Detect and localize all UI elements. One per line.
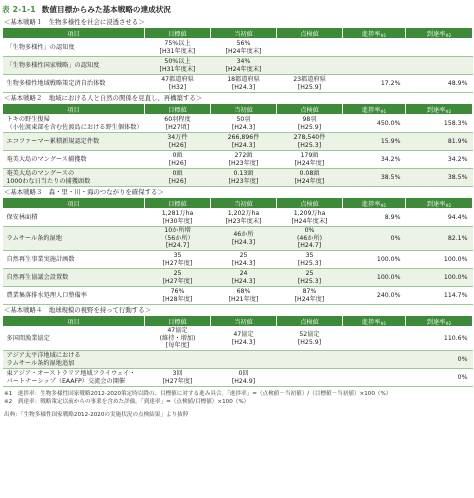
cell-check [277, 351, 343, 369]
strategy-section [2, 94, 472, 187]
cell-item: 農業集落排水処理人口整備率 [3, 287, 145, 305]
header-label: 到達率 [426, 30, 446, 38]
cell-progress: 100.0% [343, 269, 406, 287]
cell-item: 「生物多様性」の認知度 [3, 39, 145, 57]
cell-check: 87% [H24年度] [277, 287, 343, 305]
header-progress [343, 28, 406, 39]
table-label: 表 2-1-1 [2, 5, 36, 14]
cell-item: アジア太平洋地域における ラムサール条約湿地追加 [3, 351, 145, 369]
table-row [3, 57, 473, 75]
cell-achievement: 110.6% [406, 327, 473, 351]
cell-achievement: 0% [406, 351, 473, 369]
header-achievement [406, 198, 473, 209]
header-label: 項目 [67, 106, 80, 114]
cell-item: 保安林面積 [3, 209, 145, 227]
cell-progress: 240.0% [343, 287, 406, 305]
note-marker: ※2 [445, 202, 452, 208]
header-check [277, 104, 343, 115]
table-row [3, 169, 473, 187]
cell-target: 76% [H28年度] [145, 287, 211, 305]
cell-achievement: 48.9% [406, 75, 473, 93]
cell-initial: 1,202万ha [H23年度末] [211, 209, 277, 227]
header-check [277, 198, 343, 209]
cell-achievement: 82.1% [406, 227, 473, 251]
cell-check [277, 39, 343, 57]
table-row [3, 351, 473, 369]
header-label: 項目 [67, 318, 80, 326]
cell-item: 生物多様性地域戦略策定済自治体数 [3, 75, 145, 93]
cell-progress [343, 351, 406, 369]
cell-initial: 56% [H24年度末] [211, 39, 277, 57]
header-label: 進捗率 [361, 30, 381, 38]
cell-initial: 266,896件 [H24.3] [211, 133, 277, 151]
header-progress [343, 316, 406, 327]
table-row [3, 327, 473, 351]
table-row [3, 251, 473, 269]
table-row [3, 227, 473, 251]
cell-progress: 38.5% [343, 169, 406, 187]
cell-progress: 17.2% [343, 75, 406, 93]
header-label: 到達率 [426, 106, 446, 114]
header-initial [211, 104, 277, 115]
cell-target: 50%以上 [H31年度末] [145, 57, 211, 75]
cell-item: 奄美大島のマングース捕獲数 [3, 151, 145, 169]
header-check [277, 28, 343, 39]
strategy-table [2, 315, 473, 387]
table-row [3, 151, 473, 169]
header-label: 点検値 [300, 318, 319, 326]
note-1: ※1 進捗率：生物多様性国家戦略2012-2020策定時以降の、目標値に対する進み具合。「進捗率」=（点検値－当初値）/（目標値－当初値）×100（%） [4, 391, 392, 397]
cell-check [277, 369, 343, 387]
cell-target: 75%以上 [H31年度末] [145, 39, 211, 57]
cell-initial: 47協定 [H24.3] [211, 327, 277, 351]
cell-initial: 34% [H24年度末] [211, 57, 277, 75]
header-progress [343, 104, 406, 115]
strategy-section [2, 18, 472, 93]
cell-target: 35 [H27年度] [145, 251, 211, 269]
cell-check [277, 57, 343, 75]
table-row [3, 133, 473, 151]
header-label: 当初値 [234, 318, 253, 326]
strategy-table [2, 197, 473, 305]
cell-item: 自然再生協議会設置数 [3, 269, 145, 287]
header-label: 当初値 [234, 200, 253, 208]
cell-progress: 450.0% [343, 115, 406, 133]
cell-check: 25 [H25.3] [277, 269, 343, 287]
cell-achievement: 0% [406, 369, 473, 387]
cell-initial: 46か所 [H24.3] [211, 227, 277, 251]
cell-initial: 24 [H24.3] [211, 269, 277, 287]
header-progress [343, 198, 406, 209]
cell-target: 25 [H27年度] [145, 269, 211, 287]
cell-item: 奄美大島のマングースの 1000わな日当たりの捕獲頭数 [3, 169, 145, 187]
cell-item: エコファーマー累積新規認定件数 [3, 133, 145, 151]
header-item [3, 198, 145, 209]
cell-initial: 18都道府県 [H24.3] [211, 75, 277, 93]
cell-achievement: 114.7% [406, 287, 473, 305]
cell-item: 多国間漁業協定 [3, 327, 145, 351]
note-marker: ※1 [380, 320, 387, 326]
cell-check: 98羽 [H25.9] [277, 115, 343, 133]
cell-initial [211, 351, 277, 369]
document-page [2, 2, 472, 418]
cell-initial: 272頭 [H23年度] [211, 151, 277, 169]
cell-achievement: 34.2% [406, 151, 473, 169]
header-label: 進捗率 [361, 200, 381, 208]
strategy-table [2, 103, 473, 187]
header-label: 目標値 [168, 200, 187, 208]
header-achievement [406, 28, 473, 39]
header-label: 項目 [67, 30, 80, 38]
header-label: 進捗率 [361, 106, 381, 114]
table-row [3, 39, 473, 57]
cell-target: 47協定 (維持・増加) [毎年度] [145, 327, 211, 351]
cell-item: 「生物多様性国家戦略」の認知度 [3, 57, 145, 75]
cell-progress [343, 327, 406, 351]
note-marker: ※2 [445, 32, 452, 38]
section-title: ＜基本戦略４ 地球規模の視野を持って行動する＞ [4, 306, 151, 314]
note-marker: ※1 [380, 108, 387, 114]
cell-progress [343, 39, 406, 57]
cell-achievement: 81.9% [406, 133, 473, 151]
cell-target: 0頭 [H26] [145, 151, 211, 169]
header-label: 目標値 [168, 30, 187, 38]
sections-container [2, 18, 472, 387]
header-label: 到達率 [426, 200, 446, 208]
header-row [3, 104, 473, 115]
section-title: ＜基本戦略１ 生物多様性を社会に浸透させる＞ [4, 18, 145, 26]
table-row [3, 209, 473, 227]
header-label: 目標値 [168, 106, 187, 114]
header-initial [211, 198, 277, 209]
table-row [3, 287, 473, 305]
header-label: 目標値 [168, 318, 187, 326]
header-label: 点検値 [300, 106, 319, 114]
source-citation: 出典：「生物多様性国家戦略2012-2020の実施状況の点検結果」より抜粋 [4, 412, 189, 418]
table-row [3, 269, 473, 287]
cell-target: 47都道府県 [H32] [145, 75, 211, 93]
title-row [2, 2, 472, 17]
cell-achievement: 38.5% [406, 169, 473, 187]
cell-initial: 25 [H24.3] [211, 251, 277, 269]
header-achievement [406, 316, 473, 327]
table-row [3, 369, 473, 387]
cell-achievement [406, 39, 473, 57]
header-label: 項目 [67, 200, 80, 208]
header-row [3, 198, 473, 209]
cell-progress: 15.9% [343, 133, 406, 151]
cell-target: 1,281万ha [H30年度] [145, 209, 211, 227]
cell-initial: 0回 [H24.9] [211, 369, 277, 387]
header-target [145, 28, 211, 39]
header-achievement [406, 104, 473, 115]
header-check [277, 316, 343, 327]
cell-item: ラムサール条約湿地 [3, 227, 145, 251]
note-marker: ※2 [445, 108, 452, 114]
cell-item: 東アジア・オーストラリア地域フライウェイ・ パートナーシップ（EAAFP）交流会の開催 [3, 369, 145, 387]
header-label: 点検値 [300, 200, 319, 208]
header-label: 進捗率 [361, 318, 381, 326]
cell-achievement: 158.3% [406, 115, 473, 133]
section-title: ＜基本戦略２ 地域における人と自然の関係を見直し、再構築する＞ [4, 94, 203, 102]
cell-target: 34万件 [H26] [145, 133, 211, 151]
notes [2, 390, 472, 406]
cell-initial: 50羽 [H24.3] [211, 115, 277, 133]
cell-target: 60羽程度 [H27頃] [145, 115, 211, 133]
cell-achievement: 94.4% [406, 209, 473, 227]
header-target [145, 316, 211, 327]
header-label: 到達率 [426, 318, 446, 326]
cell-progress [343, 369, 406, 387]
note-marker: ※1 [380, 32, 387, 38]
cell-check: 278,540件 [H25.3] [277, 133, 343, 151]
cell-item: トキの野生復帰 （小佐渡東部を含む佐渡島における野生個体数） [3, 115, 145, 133]
cell-achievement [406, 57, 473, 75]
cell-initial: 0.13頭 [H23年度] [211, 169, 277, 187]
header-label: 点検値 [300, 30, 319, 38]
cell-target [145, 351, 211, 369]
cell-check: 179頭 [H24年度] [277, 151, 343, 169]
cell-check: 52協定 [H25.9] [277, 327, 343, 351]
header-target [145, 104, 211, 115]
header-label: 当初値 [234, 30, 253, 38]
cell-progress: 8.9% [343, 209, 406, 227]
cell-check: 23都道府県 [H25.9] [277, 75, 343, 93]
cell-check: 0% (46か所) [H24.7] [277, 227, 343, 251]
header-row [3, 316, 473, 327]
cell-target: 3回 [H27年度] [145, 369, 211, 387]
cell-progress [343, 57, 406, 75]
cell-achievement: 100.0% [406, 269, 473, 287]
note-marker: ※2 [445, 320, 452, 326]
section-title: ＜基本戦略３ 森・里・川・海のつながりを確保する＞ [4, 188, 164, 196]
cell-achievement: 100.0% [406, 251, 473, 269]
header-item [3, 28, 145, 39]
header-label: 当初値 [234, 106, 253, 114]
strategy-section [2, 306, 472, 387]
cell-item: 自然再生事業実施計画数 [3, 251, 145, 269]
header-row [3, 28, 473, 39]
note-2: ※2 到達率：戦略策定以前からの事業を含めた評価。「到達率」=（点検値/目標値）×100（%） [4, 399, 250, 405]
table-title: 数値目標からみた基本戦略の達成状況 [41, 5, 171, 14]
strategy-section [2, 188, 472, 305]
table-row [3, 115, 473, 133]
note-marker: ※1 [380, 202, 387, 208]
header-initial [211, 28, 277, 39]
cell-target: 10か所増 （56か所） [H24.7] [145, 227, 211, 251]
header-initial [211, 316, 277, 327]
cell-initial: 68% [H21年度] [211, 287, 277, 305]
cell-check: 35 [H25.3] [277, 251, 343, 269]
header-target [145, 198, 211, 209]
table-row [3, 75, 473, 93]
cell-target: 0頭 [H26] [145, 169, 211, 187]
header-item [3, 316, 145, 327]
header-item [3, 104, 145, 115]
cell-check: 0.08頭 [H24年度] [277, 169, 343, 187]
cell-progress: 0% [343, 227, 406, 251]
cell-progress: 34.2% [343, 151, 406, 169]
cell-progress: 100.0% [343, 251, 406, 269]
strategy-table [2, 27, 473, 93]
cell-check: 1,209万ha [H24年度末] [277, 209, 343, 227]
